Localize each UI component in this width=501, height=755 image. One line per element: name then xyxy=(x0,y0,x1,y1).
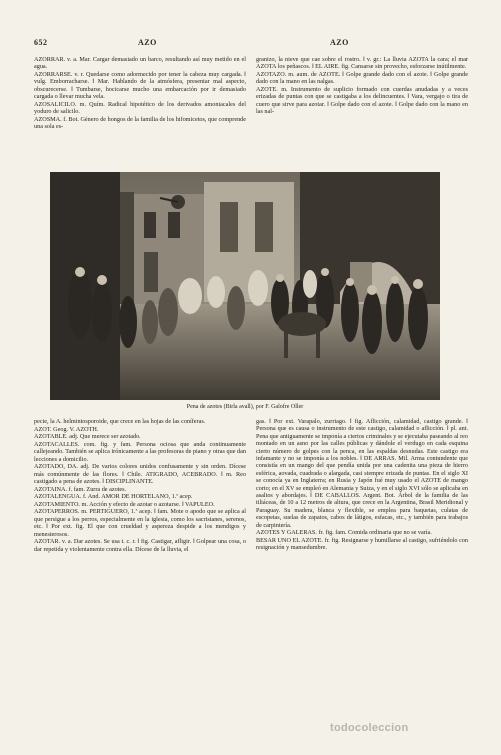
entry: AZOTES Y GALERAS. fr. fig. fam. Comida ordinaria que no se varía. xyxy=(256,529,432,537)
entry: AZOSMA. f. Bot. Género de hongos de la familia de los hifomicetos, que comprende una sola es- xyxy=(34,115,246,131)
entry: AZOTACALLES. com. fig. y fam. Persona ociosa que anda continuamente callejeando. También se aplica irónicamente a las profesoras de piano y otras que dan lecciones a domicilio. xyxy=(34,440,246,463)
entry: AZOTAPERROS. m. PERTIGUERO, 1.ª acep. ‖ fam. Mote o apodo que se aplica al que persigue a los perros, especialmente en la iglesia, como los sacristanes, serenos, etc. ‖ Por ext. fig. El que con crueldad y aspereza despide a los mendigos y menesterosos. xyxy=(34,508,246,538)
entry: AZOTADO, DA. adj. De varios colores unidos confusamente y sin orden. Dícese más comúnmente de las flores. ‖ Chile. ATIGRADO, ACEBRADO. ‖ m. Reo castigado a pena de azotes. ‖ DISCIPLINANTE. xyxy=(34,463,246,485)
figure-caption: Pena de azotes (Birla avall), por F. Galofre Oller xyxy=(186,404,304,410)
entry: BESAR UNO EL AZOTE. fr. fig. Resignarse y humillarse al castigo, sufriéndolo con resignación y mansedumbre. xyxy=(256,536,468,552)
running-header xyxy=(34,38,467,50)
page-number: 652 xyxy=(34,38,48,47)
entry: AZOT. Geog. V. AZOTH. xyxy=(34,425,99,433)
entries-top-left-column xyxy=(34,56,246,168)
entry: gas. ‖ Por ext. Varapalo, zurriago. ‖ fig. Aflicción, calamidad, castigo grande. ‖ Persona que es causa o instrumento de este castigo, calamidad o aflicción. ‖ pl. ant. Pena que antiguamente se imponía a ciertos criminales y se ejecutaba paseando al reo montado en un asno por las calles públicas y dándole el verdugo en cada esquina cierto número de golpes con la penca, en las espaldas desnudas. Este castigo era infamante y no se imponía a los nobles. ‖ DE ARRAS. Mil. Arma contundente que consistía en un mango del que pendía unida por una cadenita una pieza de hierro esférica, aovada, cuadrada o alargada, casi siempre erizada de puntas. En el siglo XI se conocía ya en Inglaterra; en Rusia y Japón fué muy usado el AZOTE de mango corto; en el XV se empleó en Alemania y Suiza, y en el siglo XVI sólo se aplicaba en asaltos y abordajes. ‖ DE CABALLOS. Argent. Bot. Árbol de la familia de las tiliáceas, de 10 a 12 metros de altura, que crece en la Argentina, Brasil Meridional y Paraguay. Su madera, blanca y flexible, se emplea para baquetas, culatas de escopetas, suelas de zapatos, cabos de látigos, esfacas, etc., y también para trabajos de carpintería. xyxy=(256,418,468,529)
entry: AZOTAINA. f. fam. Zurra de azotes. xyxy=(34,485,127,493)
watermark-logo: todocoleccion xyxy=(330,722,409,734)
entries-top-right-column xyxy=(256,56,468,168)
entries-bottom-right-column xyxy=(256,418,468,706)
header-guide-word-left: AZO xyxy=(138,38,157,47)
entry: AZOTAR. v. a. Dar azotes. Se usa t. c. r. ‖ fig. Castigar, afligir. ‖ Golpear una cosa, o dar repetida y violentamente contra ella. Dícese de la lluvia, el xyxy=(34,538,246,553)
entry: AZOSALICILO. m. Quím. Radical hipotético de los derivados amoniacales del yoduro de salicilo. xyxy=(34,100,246,116)
illustration-figure xyxy=(50,172,440,412)
entry: AZORRARSE. v. r. Quedarse como adormecido por tener la cabeza muy cargada. ‖ vulg. Emborracharse. ‖ Mar. Hablando de la atmósfera, presentar mal aspecto, obscurecerse. ‖ Tumbarse, hocicarse mucho una embarcación por ir demasiado cargada o llevar mucha vela. xyxy=(34,71,246,101)
entry: AZOTAZO. m. aum. de AZOTE. ‖ Golpe grande dado con el azote. ‖ Golpe grande dado con la mano en las nalgas. xyxy=(256,71,468,86)
entry: AZOTE. m. Instrumento de suplicio formado con cuerdas anudadas y a veces erizadas de puntas con que se castigaba a los delincuentes. ‖ Vara, vergajo o tira de cuero que sirve para azotar. ‖ Golpe dado con el azote. ‖ Golpe dado con la mano en las nal- xyxy=(256,86,468,116)
entry: AZORRAR. v. a. Mar. Cargar demasiado un barco, resultando así muy metido en el agua. xyxy=(34,56,246,71)
entries-bottom-left-column xyxy=(34,418,246,706)
painting-image xyxy=(50,172,440,400)
entry: pecie, la A. helmintosporoide, que crece en las hojas de las coníferas. xyxy=(34,418,206,425)
header-guide-word-right: AZO xyxy=(330,38,349,47)
entry: granizo, la nieve que cae sobre el rostro. ‖ v. gr.: La lluvia AZOTA la cara; el mar AZOTA los peñascos. ‖ EL AIRE. fig. Cansarse sin provecho, esforzarse inútilmente. xyxy=(256,56,468,71)
entry: AZOTALENGUA. f. And. AMOR DE HORTELANO, 1.ª acep. xyxy=(34,493,193,501)
entry: AZOTABLE. adj. Que merece ser azotado. xyxy=(34,433,141,441)
illustration-plate xyxy=(50,172,440,400)
entry: AZOTAMIENTO. m. Acción y efecto de azotar o azotarse. ‖ VAPULEO. xyxy=(34,500,215,508)
